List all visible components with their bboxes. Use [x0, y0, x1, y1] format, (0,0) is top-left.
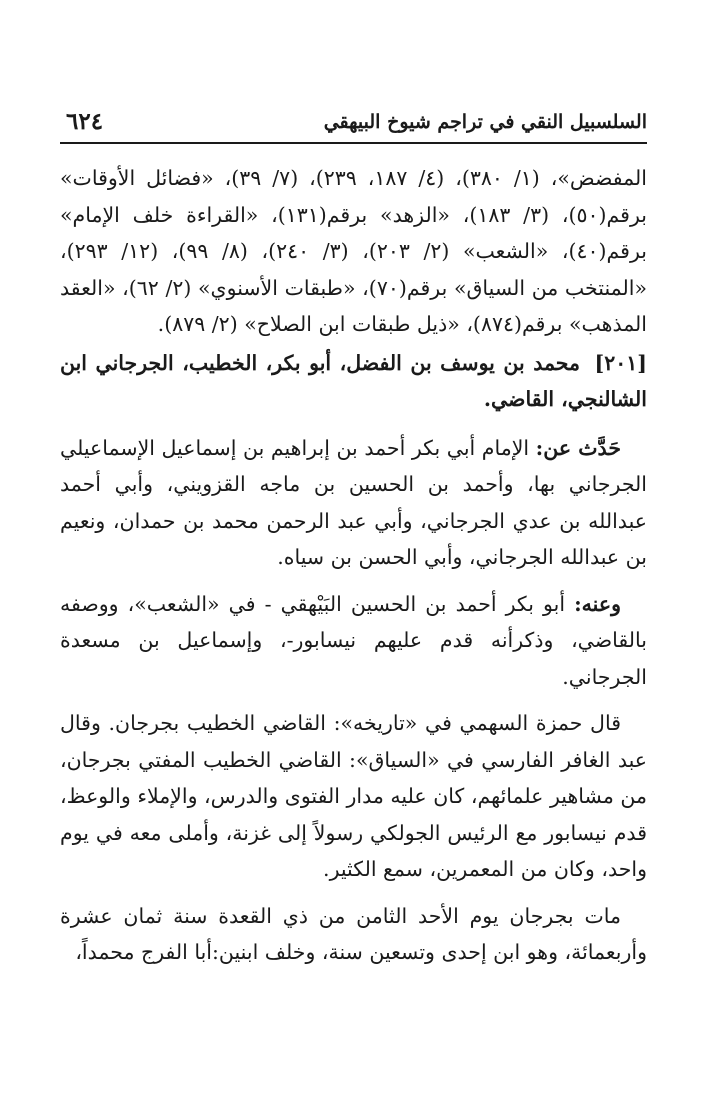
haddath-label: حَدَّث عن:	[535, 435, 621, 460]
haddath-text: الإمام أبي بكر أحمد بن إبراهيم بن إسماعيل الإسماعيلي الجرجاني بها، وأحمد بن الحسين بن ماجه القزويني، وأبي أحمد عبدالله بن عدي الجرجاني، وأبي عبد الرحمن محمد بن حمدان، ونعيم بن عبدالله الجرجاني، وأبي الحسن بن سياه.	[60, 435, 647, 569]
haddath-paragraph	[60, 430, 647, 576]
entry-name: محمد بن يوسف بن الفضل، أبو بكر، الخطيب، الجرجاني ابن الشالنجي، القاضي.	[60, 350, 647, 411]
sources-paragraph: المفضض»، (١/ ٣٨٠)، (٤/ ١٨٧، ٢٣٩)، (٧/ ٣٩)، «فضائل الأوقات» برقم(٥٠)، (٣/ ١٨٣)، «الزهد» برقم(١٣١)، «القراءة خلف الإمام» برقم(٤٠)، «الشعب» (٢/ ٢٠٣)، (٣/ ٢٤٠)، (٨/ ٩٩)، (١٢/ ٢٩٣)، «المنتخب من السياق» برقم(٧٠)، «طبقات الأسنوي» (٢/ ٦٢)، «العقد المذهب» برقم(٨٧٤)، «ذيل طبقات ابن الصلاح» (٢/ ٨٧٩).	[60, 166, 647, 336]
running-title: السلسبيل النقي في تراجم شيوخ البيهقي	[323, 111, 647, 133]
page-number: ٦٢٤	[66, 108, 104, 135]
wa-anhu-paragraph	[60, 586, 647, 696]
quotes-paragraph: قال حمزة السهمي في «تاريخه»: القاضي الخطيب بجرجان. وقال عبد الغافر الفارسي في «السياق»: القاضي الخطيب المفتي بجرجان، من مشاهير علمائهم، كان عليه مدار الفتوى والدرس، والإملاء والوعظ، قدم نيسابور مع الرئيس الجولكي رسولاً إلى غزنة، وأملى معه في يوم واحد، وكان من المعمرين، سمع الكثير.	[60, 711, 647, 881]
death-paragraph: مات بجرجان يوم الأحد الثامن من ذي القعدة سنة ثمان عشرة وأربعمائة، وهو ابن إحدى وتسعين سنة، وخلف ابنين:أبا الفرج محمداً،	[60, 903, 647, 964]
entry-heading	[60, 345, 647, 418]
entry-number: [٢٠١]	[594, 350, 647, 375]
page-header	[60, 108, 647, 144]
wa-anhu-label: وعنه:	[574, 591, 621, 616]
wa-anhu-text: أبو بكر أحمد بن الحسين البَيْهقي - في «الشعب»، ووصفه بالقاضي، وذكرأنه قدم عليهم نيسابور-، وإسماعيل بن مسعدة الجرجاني.	[60, 591, 647, 689]
page-body	[60, 160, 647, 981]
